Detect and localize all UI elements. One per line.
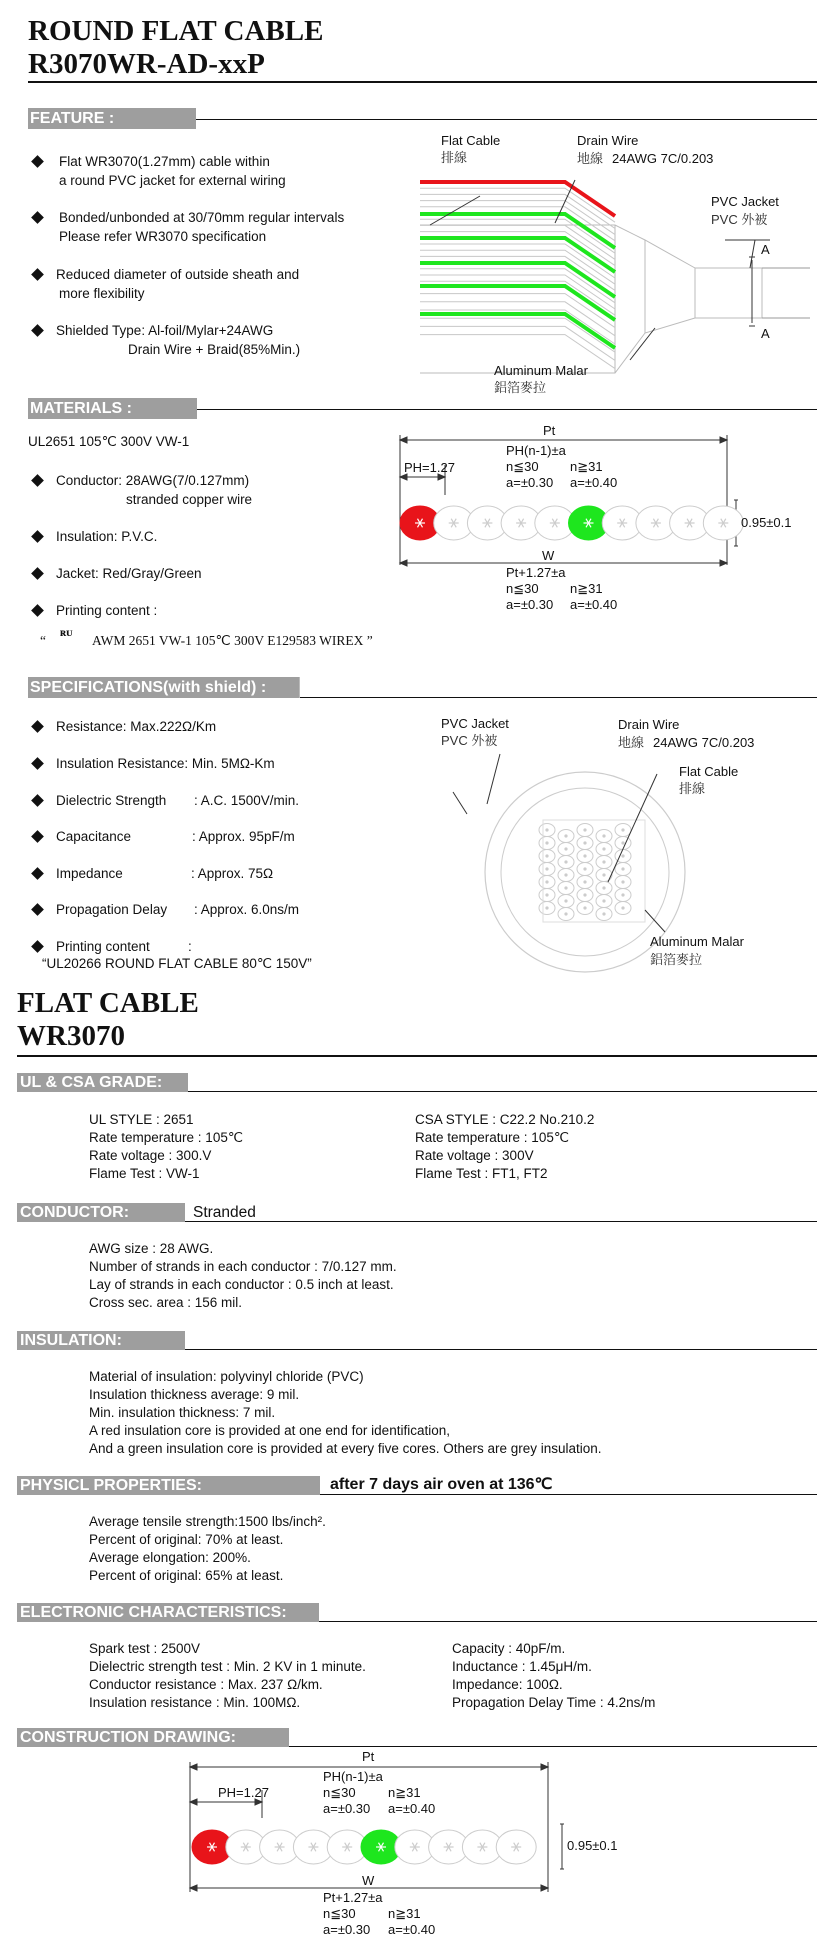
drain-wire-label: Drain Wire — [618, 717, 680, 732]
conductor-line: Cross sec. area : 156 mil. — [89, 1295, 243, 1310]
conductor-line: AWG size : 28 AWG. — [89, 1241, 214, 1256]
strand-mark — [621, 906, 624, 909]
dim-thickness: 0.95±0.1 — [567, 1838, 618, 1853]
materials-item: Printing content : — [56, 603, 158, 618]
materials-item-detail: stranded copper wire — [126, 492, 253, 507]
spec-name: Dielectric Strength — [56, 793, 167, 808]
cable-cores — [192, 1830, 536, 1864]
round-cable-cross-section-diagram — [435, 712, 815, 982]
csa-flame-test: Flame Test : FT1, FT2 — [415, 1166, 548, 1181]
green-wire — [420, 263, 615, 297]
flat-cable-label-cn: 排線 — [441, 150, 468, 165]
spec-name: Printing content — [56, 939, 150, 954]
insulation-line: Min. insulation thickness: 7 mil. — [89, 1405, 276, 1420]
materials-item: Jacket: Red/Gray/Green — [56, 566, 202, 581]
feature-heading: FEATURE : — [28, 108, 196, 129]
strand-mark — [564, 886, 567, 889]
construction-heading: CONSTRUCTION DRAWING: — [17, 1728, 289, 1747]
dimension-a-label: A — [761, 326, 770, 341]
insulation-line: And a green insulation core is provided at every five cores. Others are grey insulation. — [89, 1441, 602, 1456]
insulation-line: A red insulation core is provided at one end for identification, — [89, 1423, 450, 1438]
dim-pt: Pt — [543, 423, 556, 438]
ul-rate-temp: Rate temperature : 105℃ — [89, 1130, 243, 1145]
bullet-icon — [31, 903, 44, 916]
dim-a40: a=±0.40 — [388, 1922, 436, 1937]
strand-mark — [545, 854, 548, 857]
csa-style: CSA STYLE : C22.2 No.210.2 — [415, 1112, 595, 1127]
strand-mark — [602, 886, 605, 889]
feature-item: Flat WR3070(1.27mm) cable within — [59, 154, 270, 169]
construction-dimension-drawing — [170, 1749, 620, 1950]
ul-csa-heading: UL & CSA GRADE: — [17, 1073, 188, 1092]
strand-mark — [564, 899, 567, 902]
strand-mark — [621, 841, 624, 844]
printing-open-quote: “ — [40, 633, 46, 648]
spec-name: Impedance — [56, 866, 123, 881]
dimension-a-label: A — [761, 242, 770, 257]
feature-item-detail: Please refer WR3070 specification — [59, 229, 267, 244]
grey-wire — [420, 263, 615, 297]
dim-a40: a=±0.40 — [570, 597, 618, 612]
flat-cable-part-title: WR3070 — [17, 1020, 125, 1052]
dim-n31: n≧31 — [570, 459, 603, 474]
dim-phn: PH(n-1)±a — [506, 443, 566, 458]
bullet-icon — [31, 940, 44, 953]
dim-ph: PH=1.27 — [218, 1785, 269, 1800]
spec-name: Insulation Resistance: Min. 5MΩ-Km — [56, 756, 275, 771]
conductor-line: Number of strands in each conductor : 7/0.127 mm. — [89, 1259, 397, 1274]
feature-item: Shielded Type: Al-foil/Mylar+24AWG — [56, 323, 274, 338]
spec-name: Propagation Delay — [56, 902, 168, 917]
pvc-jacket-label: PVC Jacket — [441, 716, 509, 731]
bullet-icon — [31, 604, 44, 617]
bullet-icon — [31, 474, 44, 487]
ul-mark-logo: ᴿᵁ — [60, 629, 73, 644]
materials-standard: UL2651 105℃ 300V VW-1 — [28, 434, 190, 449]
spec-name: Capacitance — [56, 829, 132, 844]
materials-item: Conductor: 28AWG(7/0.127mm) — [56, 473, 250, 488]
bullet-icon — [31, 211, 44, 224]
feature-item: Reduced diameter of outside sheath and — [56, 267, 300, 282]
electronic-line: Conductor resistance : Max. 237 Ω/km. — [89, 1677, 323, 1692]
aluminum-malar-label-cn: 鋁箔麥拉 — [650, 952, 703, 967]
dim-n31: n≧31 — [388, 1785, 421, 1800]
strand-mark — [583, 893, 586, 896]
strand-mark — [583, 828, 586, 831]
strand-mark — [545, 828, 548, 831]
strand-mark — [621, 828, 624, 831]
dim-a30: a=±0.30 — [506, 597, 554, 612]
grey-wire — [420, 194, 615, 228]
title-divider — [17, 1055, 817, 1057]
strand-mark — [564, 834, 567, 837]
bullet-icon — [31, 757, 44, 770]
bullet-icon — [31, 155, 44, 168]
electronic-line: Insulation resistance : Min. 100MΩ. — [89, 1695, 301, 1710]
part-number-title: R3070WR-AD-xxP — [28, 48, 265, 80]
drain-wire-spec: 24AWG 7C/0.203 — [612, 151, 714, 166]
strand-mark — [602, 873, 605, 876]
bullet-icon — [31, 720, 44, 733]
dim-n31: n≧31 — [388, 1906, 421, 1921]
electronic-heading: ELECTRONIC CHARACTERISTICS: — [17, 1603, 319, 1622]
dim-n31: n≧31 — [570, 581, 603, 596]
dim-pt127: Pt+1.27±a — [323, 1890, 383, 1905]
grey-wire — [420, 302, 615, 336]
cable-side-view-drawing — [400, 128, 820, 398]
drain-wire-label: Drain Wire — [577, 133, 639, 148]
strand-mark — [545, 906, 548, 909]
leader-line — [630, 328, 655, 360]
specifications-heading: SPECIFICATIONS(with shield) : — [28, 677, 300, 698]
strand-mark — [602, 847, 605, 850]
electronic-line: Dielectric strength test : Min. 2 KV in 1 minute. — [89, 1659, 366, 1674]
cable-side-view-diagram — [400, 128, 820, 398]
flat-cable-label: Flat Cable — [441, 133, 501, 148]
dim-a30: a=±0.30 — [323, 1922, 371, 1937]
physical-sub: after 7 days air oven at 136℃ — [330, 1476, 553, 1493]
physical-line: Percent of original: 65% at least. — [89, 1568, 284, 1583]
strand-mark — [602, 860, 605, 863]
strand-mark — [583, 841, 586, 844]
dim-a30: a=±0.30 — [506, 475, 554, 490]
round-cross-section-drawing — [435, 712, 815, 982]
red-identification-wire — [420, 182, 615, 216]
strand-mark — [621, 880, 624, 883]
spec-value: : Approx. 75Ω — [191, 866, 274, 881]
materials-item: Insulation: P.V.C. — [56, 529, 158, 544]
drain-wire-label-cn: 地線 — [577, 151, 604, 166]
conductor-line: Lay of strands in each conductor : 0.5 inch at least. — [89, 1277, 394, 1292]
spec-printing-line: “UL20266 ROUND FLAT CABLE 80℃ 150V” — [42, 956, 312, 971]
dim-n30: n≦30 — [323, 1906, 356, 1921]
dim-n30: n≦30 — [506, 459, 539, 474]
strand-mark — [602, 912, 605, 915]
physical-line: Average tensile strength:1500 lbs/inch². — [89, 1514, 326, 1529]
spec-value: : — [188, 939, 192, 954]
physical-line: Percent of original: 70% at least. — [89, 1532, 284, 1547]
grey-wire — [420, 326, 615, 360]
insulation-heading: INSULATION: — [17, 1331, 185, 1350]
csa-rate-temp: Rate temperature : 105℃ — [415, 1130, 569, 1145]
dim-n30: n≦30 — [506, 581, 539, 596]
strand-mark — [564, 912, 567, 915]
aluminum-malar-label: Aluminum Malar — [494, 363, 588, 378]
insulation-line: Insulation thickness average: 9 mil. — [89, 1387, 300, 1402]
leader-line — [453, 792, 467, 814]
conductor-heading: CONDUCTOR: — [17, 1203, 185, 1222]
dim-pt: Pt — [362, 1749, 375, 1764]
grey-wire — [420, 182, 615, 216]
electronic-line: Inductance : 1.45μH/m. — [452, 1659, 592, 1674]
dim-pt127: Pt+1.27±a — [506, 565, 566, 580]
grey-wire — [420, 207, 615, 241]
strand-mark — [545, 880, 548, 883]
bullet-icon — [31, 567, 44, 580]
bullet-icon — [31, 794, 44, 807]
physical-line: Average elongation: 200%. — [89, 1550, 251, 1565]
strand-mark — [564, 873, 567, 876]
leader-line — [645, 910, 665, 932]
ul-style: UL STYLE : 2651 — [89, 1112, 194, 1127]
leader-line — [487, 754, 500, 804]
drain-wire-label-cn: 地線 — [618, 735, 645, 750]
spec-value: : A.C. 1500V/min. — [194, 793, 300, 808]
strand-mark — [602, 834, 605, 837]
cable-cores — [400, 506, 743, 540]
ul-flame-test: Flame Test : VW-1 — [89, 1166, 200, 1181]
strand-mark — [602, 899, 605, 902]
strand-mark — [583, 854, 586, 857]
page-title: ROUND FLAT CABLE — [28, 15, 324, 47]
strand-mark — [545, 841, 548, 844]
feature-item-detail: more flexibility — [59, 286, 145, 301]
spec-name: Resistance: Max.222Ω/Km — [56, 719, 217, 734]
electronic-line: Impedance: 100Ω. — [452, 1677, 563, 1692]
electronic-line: Spark test : 2500V — [89, 1641, 201, 1656]
pvc-jacket-label: PVC Jacket — [711, 194, 779, 209]
dim-a30: a=±0.30 — [323, 1801, 371, 1816]
aluminum-malar-label: Aluminum Malar — [650, 934, 744, 949]
dim-a40: a=±0.40 — [388, 1801, 436, 1816]
conductor-sub: Stranded — [193, 1204, 256, 1221]
bullet-icon — [31, 830, 44, 843]
strand-mark — [545, 867, 548, 870]
grey-wire — [420, 318, 615, 352]
aluminum-malar-label-cn: 鋁箔麥拉 — [494, 380, 547, 395]
drain-wire-spec: 24AWG 7C/0.203 — [653, 735, 755, 750]
csa-rate-voltage: Rate voltage : 300V — [415, 1148, 534, 1163]
dim-w: W — [362, 1873, 375, 1888]
ul-rate-voltage: Rate voltage : 300.V — [89, 1148, 212, 1163]
insulation-line: Material of insulation: polyvinyl chloride (PVC) — [89, 1369, 364, 1384]
title-divider — [28, 81, 817, 83]
strand-mark — [621, 893, 624, 896]
grey-wire — [420, 188, 615, 222]
strand-mark — [583, 906, 586, 909]
dim-thickness: 0.95±0.1 — [741, 515, 792, 530]
dim-ph: PH=1.27 — [404, 460, 455, 475]
dim-w: W — [542, 548, 555, 563]
dim-phn: PH(n-1)±a — [323, 1769, 383, 1784]
strand-mark — [583, 880, 586, 883]
materials-heading: MATERIALS : — [28, 398, 197, 419]
dim-n30: n≦30 — [323, 1785, 356, 1800]
electronic-line: Capacity : 40pF/m. — [452, 1641, 566, 1656]
strand-mark — [621, 854, 624, 857]
cross-section-dimension-drawing — [370, 425, 810, 625]
strand-mark — [621, 867, 624, 870]
strand-mark — [564, 847, 567, 850]
bullet-icon — [31, 268, 44, 281]
bullet-icon — [31, 530, 44, 543]
pvc-jacket-label-cn: PVC 外被 — [711, 212, 768, 227]
green-wire — [420, 238, 615, 272]
strand-mark — [545, 893, 548, 896]
flat-cable-label: Flat Cable — [679, 764, 739, 779]
feature-item: Bonded/unbonded at 30/70mm regular intervals — [59, 210, 345, 225]
green-wire — [420, 314, 615, 348]
strand-mark — [564, 860, 567, 863]
pvc-jacket-label-cn: PVC 外被 — [441, 733, 498, 748]
electronic-line: Propagation Delay Time : 4.2ns/m — [452, 1695, 656, 1710]
physical-heading: PHYSICL PROPERTIES: — [17, 1476, 320, 1495]
printing-content: AWM 2651 VW-1 105℃ 300V E129583 WIREX ” — [92, 633, 373, 648]
grey-wire — [420, 238, 615, 272]
dim-a40: a=±0.40 — [570, 475, 618, 490]
grey-wire — [420, 275, 615, 309]
strand-mark — [583, 867, 586, 870]
spec-value: : Approx. 95pF/m — [192, 829, 295, 844]
bullet-icon — [31, 324, 44, 337]
spec-value: : Approx. 6.0ns/m — [194, 902, 300, 917]
flat-cable-label-cn: 排線 — [679, 781, 706, 796]
bullet-icon — [31, 867, 44, 880]
feature-item-detail: Drain Wire + Braid(85%Min.) — [128, 342, 301, 357]
feature-item-detail: a round PVC jacket for external wiring — [59, 173, 286, 188]
flat-cable-title: FLAT CABLE — [17, 987, 199, 1019]
